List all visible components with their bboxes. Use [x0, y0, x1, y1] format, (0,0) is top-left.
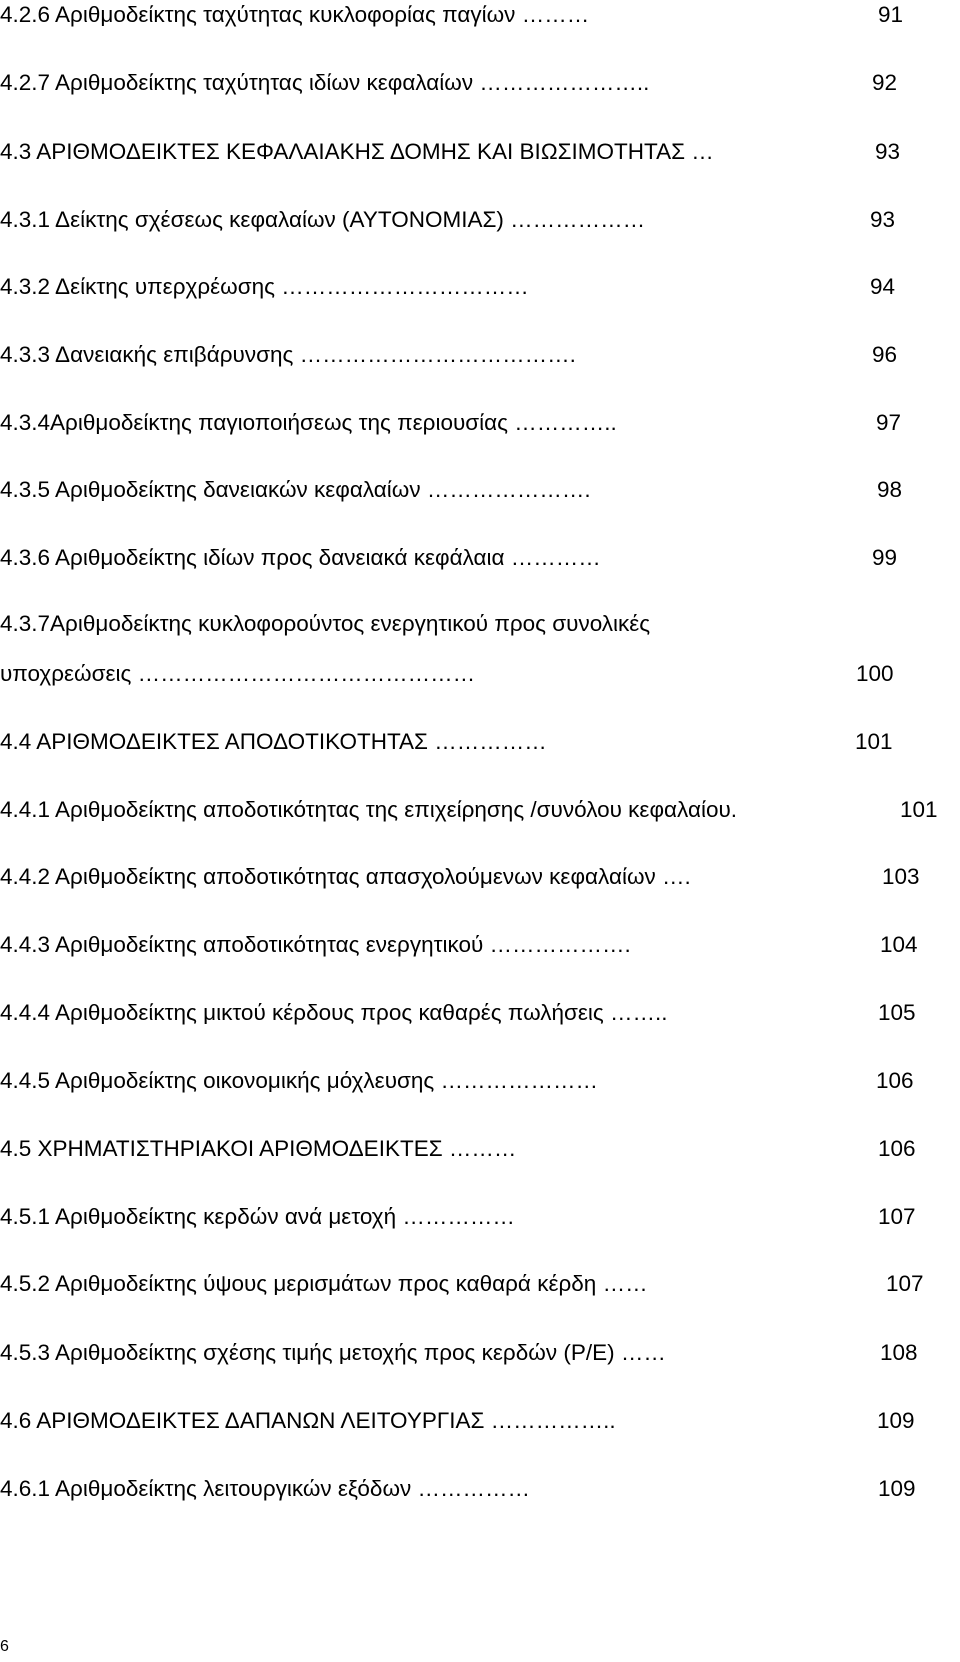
toc-page-number: 97: [876, 410, 902, 435]
toc-page-number: 108: [880, 1340, 918, 1365]
toc-entry: [0, 1271, 648, 1297]
toc-leader-dots: …: [691, 139, 714, 164]
toc-entry-title: 4.2.6 Αριθμοδείκτης ταχύτητας κυκλοφορίας παγίων: [0, 2, 516, 27]
toc-entry: [0, 932, 631, 958]
toc-entry: [0, 1136, 516, 1162]
toc-leader-dots: ……………….: [489, 932, 631, 957]
toc-page-number: 93: [875, 139, 901, 164]
toc-entry: [0, 1340, 666, 1366]
toc-entry-title: 4.4.2 Αριθμοδείκτης αποδοτικότητας απασχολούμενων κεφαλαίων: [0, 864, 656, 889]
toc-leader-dots: ………………….: [426, 477, 591, 502]
footer-page-number: 6: [0, 1638, 9, 1655]
toc-entry-title: 4.3.4Αριθμοδείκτης παγιοποιήσεως της περιουσίας: [0, 410, 509, 435]
toc-page-number: 109: [878, 1476, 916, 1501]
toc-entry: [0, 1476, 530, 1502]
toc-leader-dots: ………………………………………: [137, 661, 476, 686]
toc-entry: [0, 864, 691, 890]
toc-entry-title: 4.5.3 Αριθμοδείκτης σχέσης τιμής μετοχής προς κερδών (P/E): [0, 1340, 615, 1365]
toc-page-number: 107: [878, 1204, 916, 1229]
toc-page-number: 106: [876, 1068, 914, 1093]
toc-page-number: 106: [878, 1136, 916, 1161]
toc-page-number: 107: [886, 1271, 924, 1296]
toc-leader-dots: ………: [521, 2, 590, 27]
toc-entry-title: 4.5.1 Αριθμοδείκτης κερδών ανά μετοχή: [0, 1204, 397, 1229]
toc-entry-title: 4.3.3 Δανειακής επιβάρυνσης: [0, 342, 294, 367]
toc-leader-dots: …………: [510, 545, 601, 570]
toc-page-number: 100: [856, 661, 894, 686]
toc-entry: [0, 1068, 598, 1094]
toc-page-number: 103: [882, 864, 920, 889]
toc-page-number: 101: [900, 797, 938, 822]
toc-entry: [0, 729, 547, 755]
toc-entry: [0, 1204, 515, 1230]
toc-entry: [0, 611, 650, 637]
toc-entry-title: 4.3.5 Αριθμοδείκτης δανειακών κεφαλαίων: [0, 477, 421, 502]
toc-entry: [0, 1000, 668, 1026]
toc-page-number: 98: [877, 477, 903, 502]
toc-leader-dots: …………………: [440, 1068, 599, 1093]
toc-entry-title: 4.3.6 Αριθμοδείκτης ιδίων προς δανειακά κεφάλαια: [0, 545, 505, 570]
toc-entry-title: 4.3.7Αριθμοδείκτης κυκλοφορούντος ενεργητικού προς συνολικές: [0, 611, 651, 636]
toc-leader-dots: ……………………………….: [299, 342, 576, 367]
toc-leader-dots: …………………..: [479, 70, 650, 95]
toc-entry: [0, 410, 617, 436]
toc-leader-dots: ……………: [402, 1204, 515, 1229]
toc-entry-title: 4.4.5 Αριθμοδείκτης οικονομικής μόχλευσης: [0, 1068, 435, 1093]
toc-leader-dots: ….: [662, 864, 691, 889]
toc-entry: [0, 342, 576, 368]
toc-leader-dots: ……: [602, 1271, 648, 1296]
toc-page-number: 94: [870, 274, 896, 299]
toc-leader-dots: ………………: [510, 207, 646, 232]
toc-entry-title: 4.4.3 Αριθμοδείκτης αποδοτικότητας ενεργητικού: [0, 932, 484, 957]
toc-entry-title: υποχρεώσεις: [0, 661, 132, 686]
toc-page-number: 104: [880, 932, 918, 957]
toc-page-number: 96: [872, 342, 898, 367]
toc-leader-dots: ……..: [610, 1000, 668, 1025]
toc-entry-title: 4.5.2 Αριθμοδείκτης ύψους μερισμάτων προς καθαρά κέρδη: [0, 1271, 597, 1296]
toc-page-number: 101: [855, 729, 893, 754]
toc-page-number: 99: [872, 545, 898, 570]
toc-leader-dots: ……………..: [490, 1408, 616, 1433]
toc-entry-title: 4.4 ΑΡΙΘΜΟΔΕΙΚΤΕΣ ΑΠΟΔΟΤΙΚΟΤΗΤΑΣ: [0, 729, 428, 754]
toc-page-number: 109: [877, 1408, 915, 1433]
toc-entry: [0, 477, 591, 503]
toc-page-number: 92: [872, 70, 898, 95]
toc-page-number: 93: [870, 207, 896, 232]
toc-entry-title: 4.4.4 Αριθμοδείκτης μικτού κέρδους προς καθαρές πωλήσεις: [0, 1000, 604, 1025]
toc-entry: [0, 207, 645, 233]
toc-entry-title: 4.2.7 Αριθμοδείκτης ταχύτητας ιδίων κεφαλαίων: [0, 70, 474, 95]
toc-entry: [0, 274, 529, 300]
toc-entry-title: 4.5 ΧΡΗΜΑΤΙΣΤΗΡΙΑΚΟΙ ΑΡΙΘΜΟΔΕΙΚΤΕΣ: [0, 1136, 443, 1161]
toc-entry-title: 4.6.1 Αριθμοδείκτης λειτουργικών εξόδων: [0, 1476, 412, 1501]
toc-entry: [0, 70, 649, 96]
toc-entry: [0, 2, 589, 28]
toc-entry-title: 4.3.1 Δείκτης σχέσεως κεφαλαίων (ΑΥΤΟΝΟΜΙΑΣ): [0, 207, 504, 232]
toc-leader-dots: ……: [620, 1340, 666, 1365]
toc-entry-title: 4.3 ΑΡΙΘΜΟΔΕΙΚΤΕΣ ΚΕΦΑΛΑΙΑΚΗΣ ΔΟΜΗΣ ΚΑΙ ΒΙΩΣΙΜΟΤΗΤΑΣ: [0, 139, 686, 164]
toc-entry-title: 4.3.2 Δείκτης υπερχρέωσης: [0, 274, 275, 299]
toc-entry: [0, 545, 601, 571]
toc-leader-dots: ……………………………: [281, 274, 529, 299]
toc-entry-title: 4.4.1 Αριθμοδείκτης αποδοτικότητας της επιχείρησης /συνόλου κεφαλαίου.: [0, 797, 738, 822]
toc-leader-dots: ……………: [417, 1476, 531, 1501]
toc-leader-dots: ……………: [434, 729, 547, 754]
toc-page-number: 105: [878, 1000, 916, 1025]
toc-entry: [0, 1408, 616, 1434]
toc-leader-dots: …………..: [514, 410, 617, 435]
toc-entry-title: 4.6 ΑΡΙΘΜΟΔΕΙΚΤΕΣ ΔΑΠΑΝΩΝ ΛΕΙΤΟΥΡΓΙΑΣ: [0, 1408, 485, 1433]
toc-entry: [0, 661, 475, 687]
toc-page-number: 91: [878, 2, 904, 27]
toc-entry: [0, 797, 737, 823]
toc-entry: [0, 139, 714, 165]
toc-leader-dots: ………: [448, 1136, 517, 1161]
